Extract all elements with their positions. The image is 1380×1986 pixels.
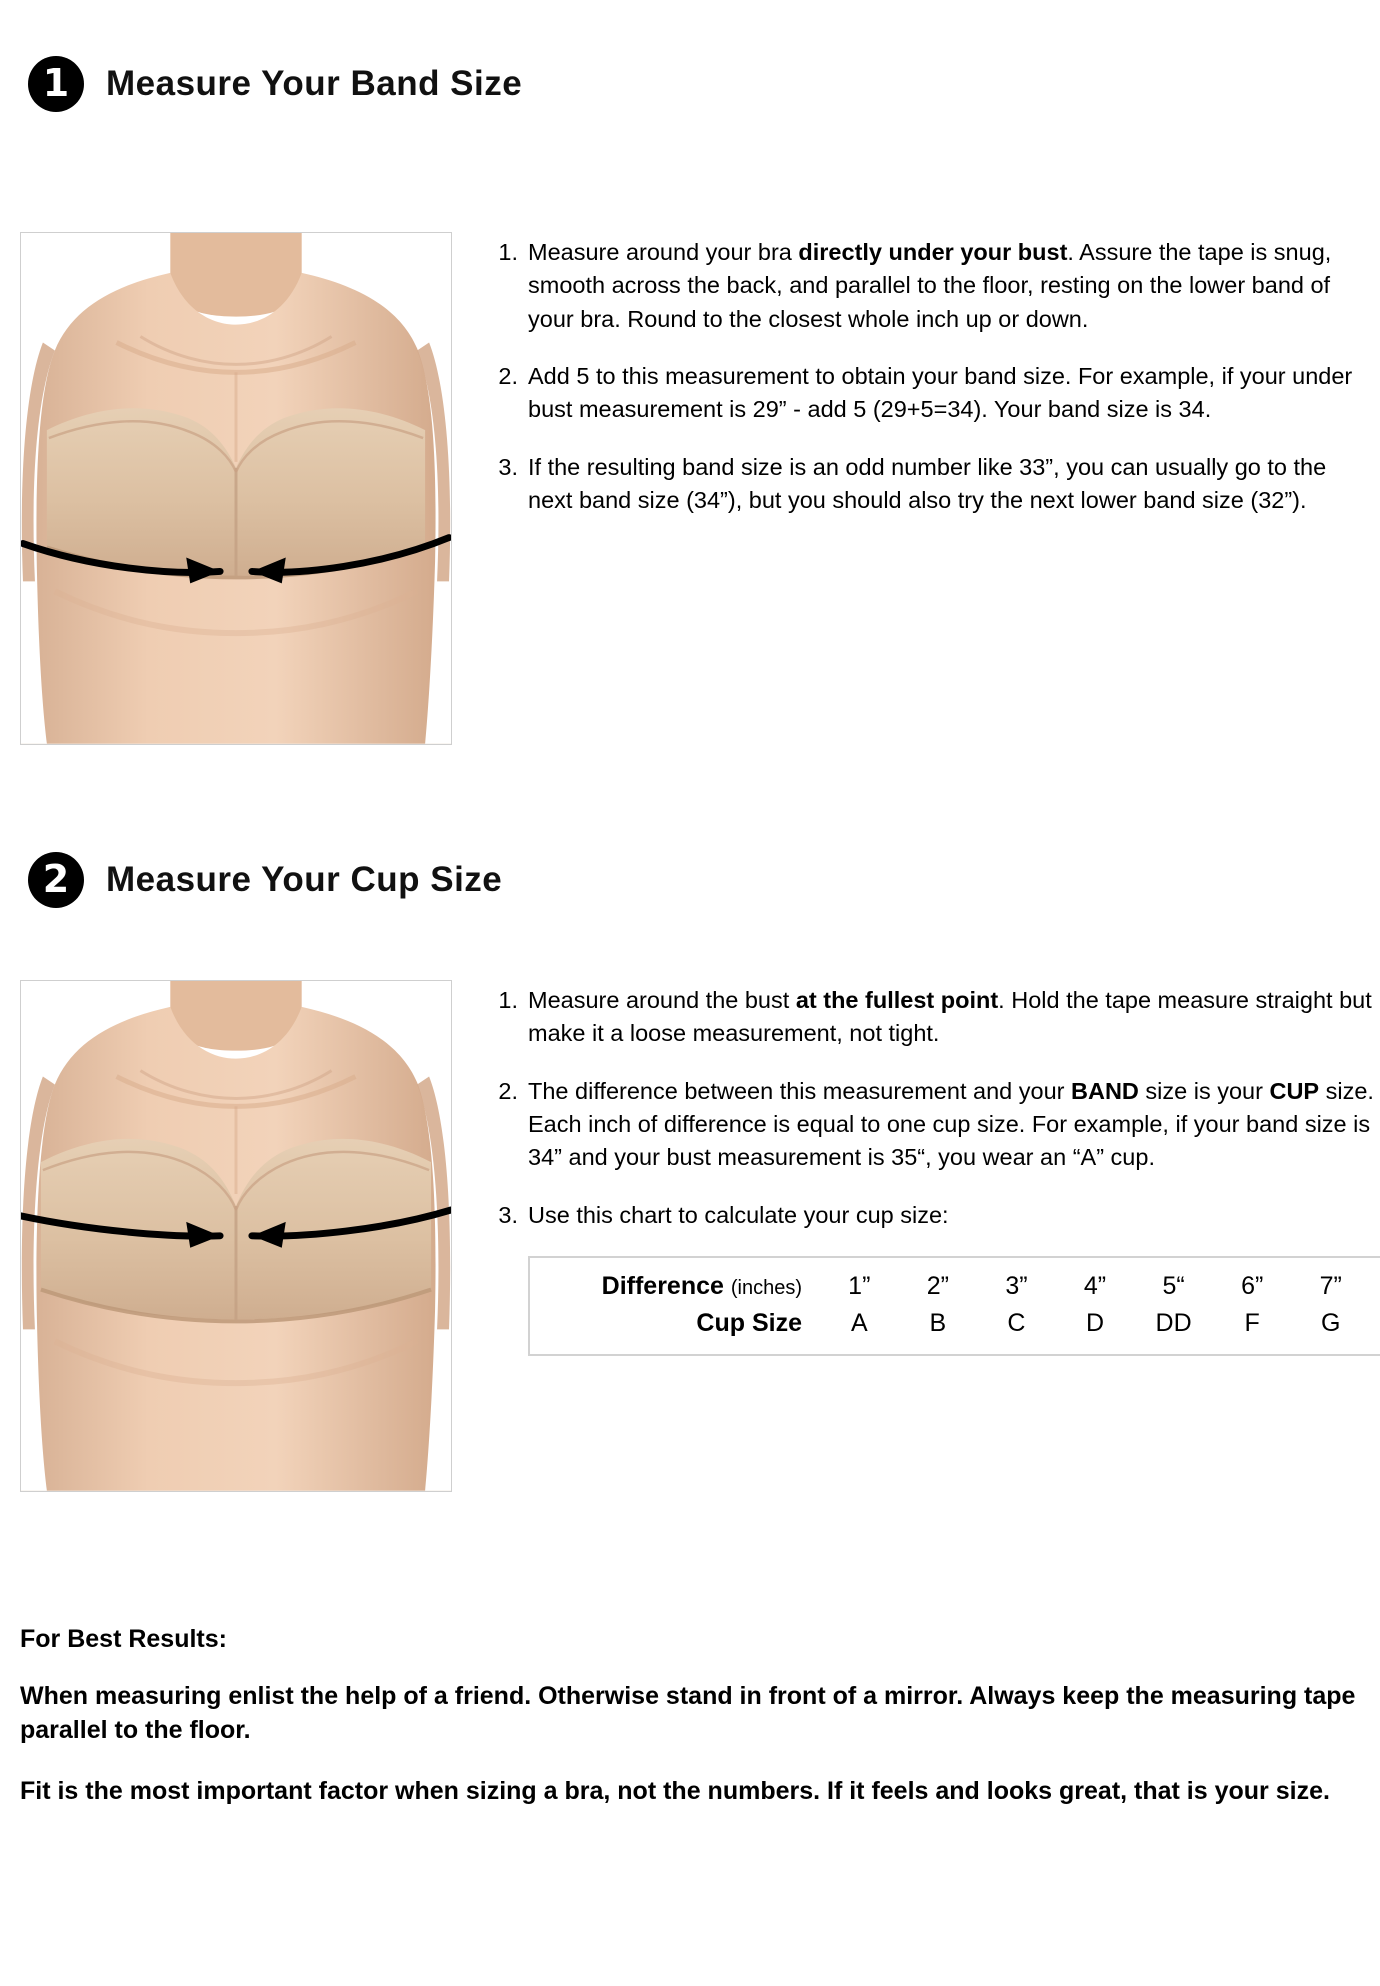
chart-cell: 5“ bbox=[1162, 1272, 1185, 1301]
section-content-cup bbox=[20, 980, 1374, 1492]
text-run: If the resulting band size is an odd number like 33”, you can usually go to the next band size (34”), but you should also try the next lower band size (32”). bbox=[528, 453, 1327, 514]
list-item-number: 3. bbox=[498, 1201, 518, 1228]
chart-cell: DD bbox=[1155, 1309, 1192, 1338]
section-header-band bbox=[28, 56, 522, 112]
list-item-text bbox=[528, 984, 1380, 1051]
chart-cell: 4” bbox=[1083, 1272, 1107, 1301]
text-run-bold: BAND bbox=[1071, 1077, 1139, 1104]
cup-size-chart bbox=[528, 1256, 1380, 1356]
cup-measure-illustration bbox=[20, 980, 452, 1492]
chart-cell: F bbox=[1244, 1309, 1260, 1338]
list-item-text bbox=[528, 360, 1360, 427]
torso-illustration-cup bbox=[21, 981, 451, 1491]
chart-label-unit: (inches) bbox=[730, 1277, 802, 1300]
list-item bbox=[492, 451, 1360, 518]
chart-cell: C bbox=[1007, 1309, 1026, 1338]
text-run: size. Each inch of difference is equal to one cup size. For example, if your band size is 34” and your bust measurement is 35“, you wear an “A” cup. bbox=[528, 1077, 1374, 1171]
section-content-band bbox=[20, 232, 1360, 745]
chart-cell: D bbox=[1085, 1309, 1105, 1338]
text-run: Use this chart to calculate your cup size: bbox=[528, 1201, 949, 1228]
band-measure-illustration bbox=[20, 232, 452, 745]
list-item-number: 3. bbox=[498, 453, 518, 480]
chart-cell: 7” bbox=[1319, 1272, 1342, 1301]
list-item-number: 1. bbox=[498, 239, 518, 265]
list-item bbox=[492, 1075, 1380, 1175]
text-run: The difference between this measurement and your bbox=[528, 1077, 1071, 1104]
text-run-bold: directly under your bust bbox=[798, 239, 1068, 265]
step-number-badge-1: 1 bbox=[28, 56, 84, 112]
cup-instructions-list bbox=[492, 980, 1380, 1356]
chart-cell: 2” bbox=[926, 1272, 949, 1301]
list-item-text bbox=[528, 1199, 1380, 1232]
list-item-text bbox=[528, 451, 1360, 518]
list-item bbox=[492, 236, 1360, 336]
chart-cell: B bbox=[929, 1309, 947, 1338]
section-title-cup: Measure Your Cup Size bbox=[106, 860, 503, 899]
list-item-text bbox=[528, 236, 1360, 336]
list-item-number: 1. bbox=[498, 987, 518, 1013]
chart-cell: 6” bbox=[1241, 1272, 1264, 1301]
chart-cell: 1” bbox=[848, 1272, 871, 1301]
torso-illustration-band bbox=[21, 233, 451, 744]
text-run-bold: at the fullest point bbox=[795, 987, 999, 1013]
chart-cell: A bbox=[850, 1309, 868, 1338]
best-results-paragraph: Fit is the most important factor when sizing a bra, not the numbers. If it feels and looks great, that is your size. bbox=[20, 1776, 1330, 1805]
chart-cells-difference bbox=[820, 1272, 1370, 1301]
chart-row-label-difference bbox=[548, 1272, 820, 1301]
best-results-heading: For Best Results: bbox=[20, 1625, 227, 1653]
list-item-number: 2. bbox=[498, 1077, 518, 1104]
text-run: Measure around the bust bbox=[528, 987, 796, 1013]
list-item bbox=[492, 1199, 1380, 1232]
list-item-number: 2. bbox=[498, 363, 518, 390]
list-item bbox=[492, 984, 1380, 1051]
chart-row-difference bbox=[548, 1272, 1370, 1301]
text-run: size is your bbox=[1138, 1077, 1270, 1104]
text-run: . Assure the tape is snug, smooth across the back, and parallel to the floor, resting on the lower band of your bra. Round to the closest whole inch up or down. bbox=[528, 239, 1332, 332]
chart-cells-cup-size bbox=[820, 1309, 1370, 1338]
text-run: . Hold the tape measure straight but make it a loose measurement, not tight. bbox=[528, 987, 1372, 1047]
chart-label-text: Difference bbox=[601, 1272, 724, 1301]
section-title-band: Measure Your Band Size bbox=[106, 64, 523, 103]
chart-cell: 3” bbox=[1005, 1272, 1028, 1301]
chart-row-cup-size bbox=[548, 1309, 1370, 1338]
best-results-section bbox=[20, 1622, 1365, 1808]
text-run-bold: CUP bbox=[1269, 1077, 1320, 1104]
chart-cell: G bbox=[1321, 1309, 1341, 1338]
best-results-paragraph: When measuring enlist the help of a friend. Otherwise stand in front of a mirror. Always keep the measuring tape parallel to the floor. bbox=[20, 1681, 1356, 1744]
text-run: Add 5 to this measurement to obtain your band size. For example, if your under bust measurement is 29” - add 5 (29+5=34). Your band size is 34. bbox=[528, 363, 1353, 423]
list-item-text bbox=[528, 1075, 1380, 1175]
section-header-cup bbox=[28, 852, 502, 908]
step-number-badge-2: 2 bbox=[28, 852, 84, 908]
chart-row-label-cup-size: Cup Size bbox=[696, 1309, 802, 1338]
band-instructions-list bbox=[492, 232, 1360, 518]
text-run: Measure around your bra bbox=[528, 239, 799, 265]
list-item bbox=[492, 360, 1360, 427]
